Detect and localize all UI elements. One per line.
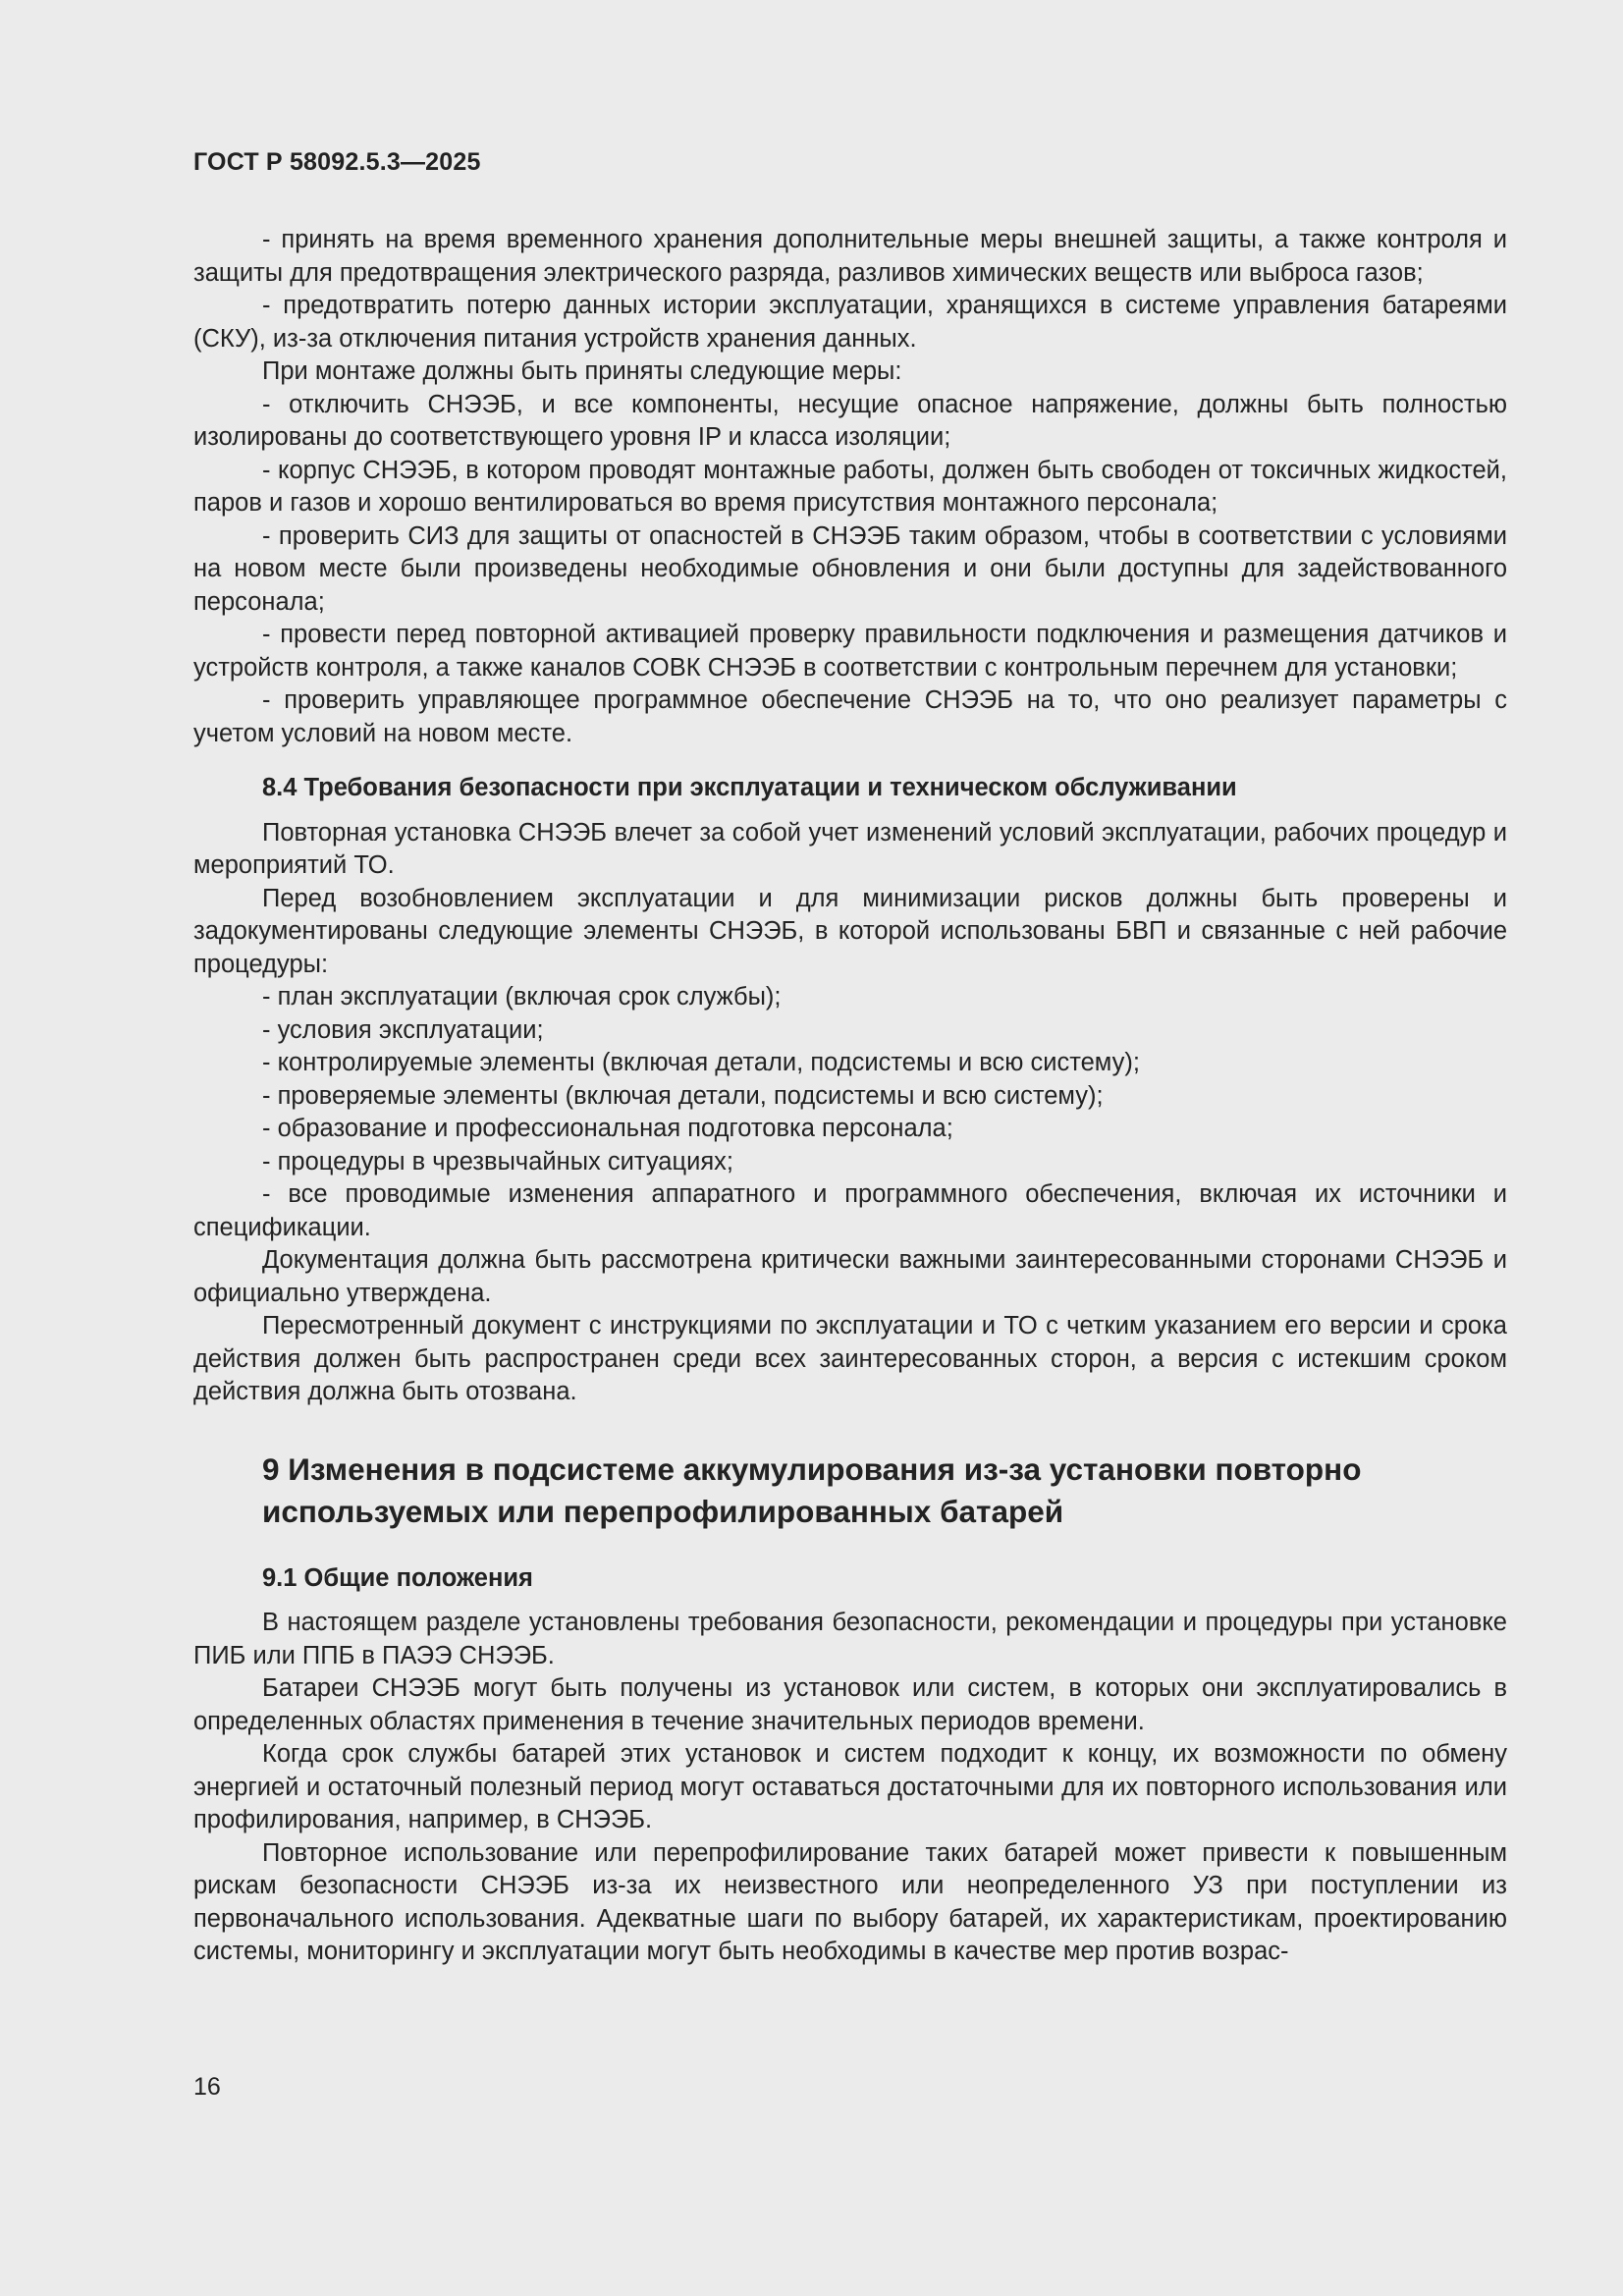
paragraph: Повторная установка СНЭЭБ влечет за собой учет изменений условий эксплуатации, рабочих процедур и мероприятий ТО. — [193, 818, 1507, 879]
list-item: - контролируемые элементы (включая детали, подсистемы и всю систему); — [262, 1049, 1140, 1076]
list-item: - отключить СНЭЭБ, и все компоненты, несущие опасное напряжение, должны быть полностью изолированы до соответствующего уровня IP и класса изоляции; — [193, 390, 1507, 451]
subsection-heading-8-4: 8.4 Требования безопасности при эксплуатации и техническом обслуживании — [262, 774, 1237, 801]
section-heading-9: 9 Изменения в подсистеме аккумулирования из-за установки повторно используемых или перепрофилированных батарей — [262, 1450, 1362, 1529]
list-item: - проверяемые элементы (включая детали, подсистемы и всю систему); — [262, 1081, 1104, 1110]
list-item: - процедуры в чрезвычайных ситуациях; — [262, 1147, 733, 1175]
paragraph: В настоящем разделе установлены требования безопасности, рекомендации и процедуры при установке ПИБ или ППБ в ПАЭЭ СНЭЭБ. — [193, 1609, 1507, 1669]
list-item: - все проводимые изменения аппаратного и программного обеспечения, включая их источники и спецификации. — [193, 1180, 1507, 1241]
paragraph: Батареи СНЭЭБ могут быть получены из установок или систем, в которых они эксплуатировались в определенных областях применения в течение значительных периодов времени. — [193, 1674, 1507, 1735]
paragraph: Документация должна быть рассмотрена критически важными заинтересованными сторонами СНЭЭБ и официально утверждена. — [193, 1246, 1507, 1307]
list-item: - провести перед повторной активацией проверку правильности подключения и размещения датчиков и устройств контроля, а также каналов СОВК СНЭЭБ в соответствии с контрольным перечнем для установки; — [193, 621, 1507, 682]
list-item: - проверить управляющее программное обеспечение СНЭЭБ на то, что оно реализует параметры с учетом условий на новом месте. — [193, 686, 1507, 747]
paragraph: Повторное использование или перепрофилирование таких батарей может привести к повышенным рискам безопасности СНЭЭБ из-за их неизвестного или неопределенного УЗ при поступлении из первоначального использования. Адекватные шаги по выбору батарей, их характеристикам, проектированию системы, мониторингу и эксплуатации могут быть необходимы в качестве мер против возрас- — [193, 1838, 1507, 1965]
document-code-header: ГОСТ Р 58092.5.3—2025 — [193, 148, 481, 176]
list-item: - проверить СИЗ для защиты от опасностей в СНЭЭБ таким образом, чтобы в соответствии с условиями на новом месте были произведены необходимые обновления и они были доступны для задействованного персонала; — [193, 521, 1507, 616]
paragraph: Пересмотренный документ с инструкциями по эксплуатации и ТО с четким указанием его версии и срока действия должен быть распространен среди всех заинтересованных сторон, а версия с истекшим сроком действия должна быть отозвана. — [193, 1312, 1507, 1405]
page-number: 16 — [193, 2073, 221, 2101]
list-item: - корпус СНЭЭБ, в котором проводят монтажные работы, должен быть свободен от токсичных жидкостей, паров и газов и хорошо вентилироваться во время присутствия монтажного персонала; — [193, 456, 1507, 517]
list-item: - принять на время временного хранения дополнительные меры внешней защиты, а также контроля и защиты для предотвращения электрического разряда, разливов химических веществ или выброса газов; — [193, 226, 1507, 287]
list-item: - план эксплуатации (включая срок службы); — [262, 983, 782, 1011]
paragraph: При монтаже должны быть приняты следующие меры: — [262, 357, 902, 385]
paragraph: Перед возобновлением эксплуатации и для минимизации рисков должны быть проверены и задокументированы следующие элементы СНЭЭБ, в которой использованы БВП и связанные с ней рабочие процедуры: — [193, 884, 1507, 978]
list-item: - предотвратить потерю данных истории эксплуатации, хранящихся в системе управления батареями (СКУ), из-за отключения питания устройств хранения данных. — [193, 292, 1507, 353]
list-item: - условия эксплуатации; — [262, 1015, 544, 1044]
list-item: - образование и профессиональная подготовка персонала; — [262, 1115, 953, 1142]
paragraph: Когда срок службы батарей этих установок и систем подходит к концу, их возможности по обмену энергией и остаточный полезный период могут оставаться достаточными для их повторного использования или профилирования, например, в СНЭЭБ. — [193, 1740, 1507, 1833]
subsection-heading-9-1: 9.1 Общие положения — [262, 1563, 533, 1592]
document-body — [193, 224, 1507, 1969]
